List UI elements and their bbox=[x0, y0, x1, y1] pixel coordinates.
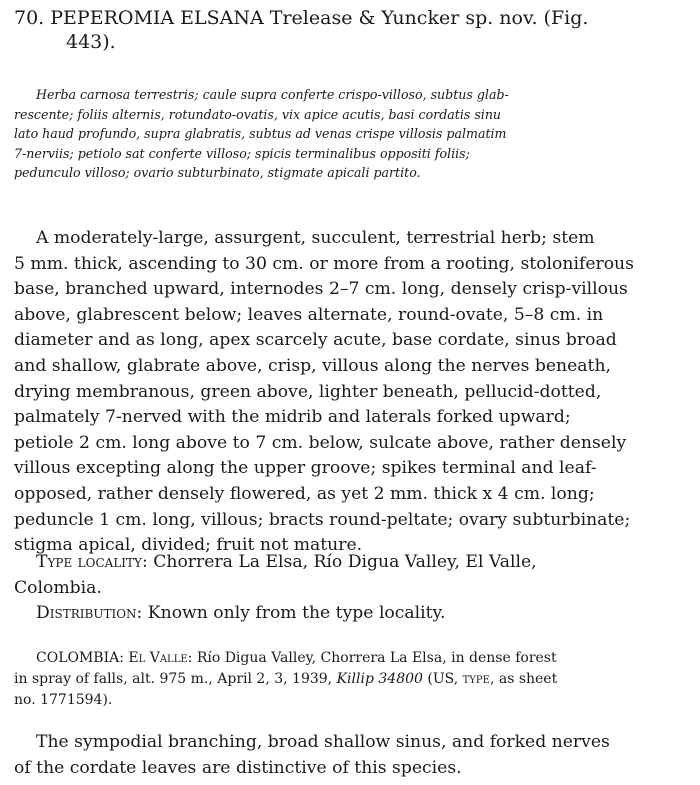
specimen-citation bbox=[14, 648, 692, 711]
specimen-type-label: type, bbox=[462, 671, 495, 687]
distribution-label: Distribution: bbox=[36, 603, 143, 623]
specimen-sheet: as sheet bbox=[498, 671, 558, 687]
specimen-herbarium: (US, bbox=[427, 671, 459, 687]
description-line: diameter and as long, apex scarcely acute, base cordate, sinus broad bbox=[14, 330, 617, 351]
diagnosis-line: rescente; foliis alternis, rotundato-ovatis, vix apice acutis, basi cordatis sinu bbox=[14, 106, 502, 122]
specimen-collector: Killip 34800 bbox=[336, 671, 423, 687]
specimen-region: El Valle: bbox=[128, 650, 193, 666]
species-name: PEPEROMIA ELSANA bbox=[50, 7, 264, 29]
description-line: drying membranous, green above, lighter beneath, pellucid-dotted, bbox=[14, 381, 602, 402]
distribution bbox=[14, 601, 700, 627]
specimen-line bbox=[14, 648, 692, 669]
description-line: petiole 2 cm. long above to 7 cm. below, sulcate above, rather densely bbox=[14, 432, 627, 453]
type-locality-label: Type locality: bbox=[36, 552, 148, 572]
species-number: 70. bbox=[14, 7, 45, 29]
remark-line: The sympodial branching, broad shallow sinus, and forked nerves bbox=[36, 732, 610, 752]
description-line: A moderately-large, assurgent, succulent, terrestrial herb; stem bbox=[36, 228, 595, 248]
type-locality-line bbox=[14, 550, 690, 576]
diagnosis-line: lato haud profundo, supra glabratis, subtus ad venas crispe villosis palmatim bbox=[14, 126, 507, 141]
specimen-locality: Río Digua Valley, Chorrera La Elsa, in dense forest bbox=[196, 650, 557, 666]
type-locality-text-continued: Colombia. bbox=[14, 577, 102, 598]
description-line: stigma apical, divided; fruit not mature. bbox=[14, 535, 363, 556]
description-line: above, glabrescent below; leaves alternate, round-ovate, 5–8 cm. in bbox=[14, 304, 604, 325]
specimen-line bbox=[14, 669, 692, 690]
species-description bbox=[14, 226, 690, 559]
distribution-text: Known only from the type locality. bbox=[147, 603, 446, 623]
description-line: peduncle 1 cm. long, villous; bracts round-peltate; ovary subturbinate; bbox=[14, 509, 631, 530]
description-line: villous excepting along the upper groove; spikes terminal and leaf- bbox=[14, 458, 597, 479]
type-locality bbox=[14, 550, 690, 601]
description-line: opposed, rather densely flowered, as yet 2 mm. thick x 4 cm. long; bbox=[14, 483, 595, 504]
species-remark bbox=[14, 730, 690, 781]
specimen-line: no. 1771594). bbox=[14, 692, 113, 708]
specimen-country: COLOMBIA: bbox=[36, 650, 124, 666]
description-line: 5 mm. thick, ascending to 30 cm. or more from a rooting, stoloniferous bbox=[14, 253, 634, 274]
diagnosis-line: Herba carnosa terrestris; caule supra conferte crispo-villoso, subtus glab- bbox=[36, 87, 509, 102]
diagnosis-line: pedunculo villoso; ovario subturbinato, stigmate apicali partito. bbox=[14, 165, 421, 180]
remark-line: of the cordate leaves are distinctive of this species. bbox=[14, 757, 462, 778]
specimen-habitat: in spray of falls, alt. 975 m., April 2, 3, 1939, bbox=[14, 671, 333, 687]
description-line: base, branched upward, internodes 2–7 cm. long, densely crisp-villous bbox=[14, 279, 628, 300]
diagnosis-line: 7-nerviis; petiolo sat conferte villoso; spicis terminalibus oppositi foliis; bbox=[14, 145, 470, 161]
description-line: and shallow, glabrate above, crisp, villous along the nerves beneath, bbox=[14, 355, 611, 376]
figure-reference: 443). bbox=[66, 31, 116, 53]
latin-diagnosis bbox=[14, 85, 690, 183]
description-line: palmately 7-nerved with the midrib and laterals forked upward; bbox=[14, 407, 571, 428]
type-locality-text: Chorrera La Elsa, Río Digua Valley, El Valle, bbox=[153, 552, 537, 572]
species-authors: Trelease & Yuncker sp. nov. (Fig. bbox=[269, 7, 589, 29]
species-heading bbox=[14, 6, 686, 54]
